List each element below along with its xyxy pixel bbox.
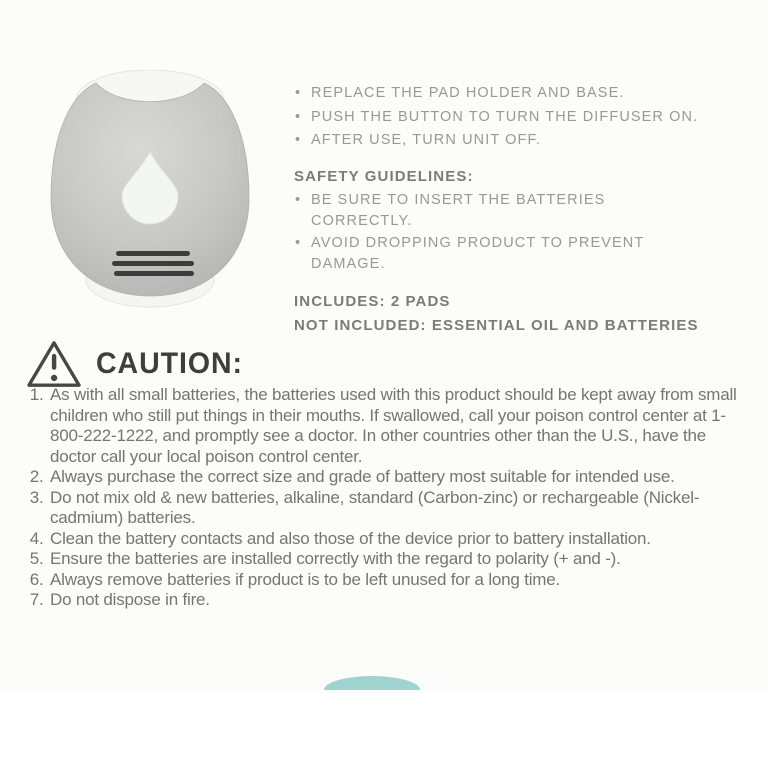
caution-item: 6. Always remove batteries if product is to be left unused for a long time. bbox=[48, 570, 752, 591]
caution-item: 7. Do not dispose in fire. bbox=[48, 590, 752, 611]
diffuser-illustration bbox=[34, 70, 266, 308]
safety-guidelines-heading: SAFETY GUIDELINES: bbox=[294, 167, 474, 185]
includes-line: INCLUDES: 2 PADS bbox=[294, 292, 451, 310]
not-included-line: NOT INCLUDED: ESSENTIAL OIL AND BATTERIES bbox=[294, 316, 699, 334]
caution-item: 2. Always purchase the correct size and grade of battery most suitable for intended use. bbox=[48, 467, 752, 488]
caution-item: 1. As with all small batteries, the batteries used with this product should be kept away from small children who still put things in their mouths. If swallowed, call your poison control center at 1-800-222-1222, and promptly see a doctor. In other countries other than the U.S., have the doctor call your local poison control center. bbox=[48, 385, 752, 467]
caution-list bbox=[22, 385, 752, 611]
safety-guidelines-list bbox=[294, 190, 702, 276]
vent-slot bbox=[112, 261, 194, 266]
caution-header bbox=[26, 339, 251, 389]
photo-bottom-margin bbox=[0, 690, 768, 768]
warning-triangle-icon bbox=[26, 339, 82, 389]
caution-item: 3. Do not mix old & new batteries, alkaline, standard (Carbon-zinc) or rechargeable (Nickel-cadmium) batteries. bbox=[48, 488, 752, 529]
teal-decorative-arc bbox=[324, 676, 420, 690]
vent-slot bbox=[114, 271, 194, 276]
caution-heading: CAUTION: bbox=[96, 347, 243, 380]
safety-bullet: • AVOID DROPPING PRODUCT TO PREVENT DAMAGE. bbox=[294, 233, 702, 276]
diffuser-product-image bbox=[34, 70, 266, 308]
caution-item: 5. Ensure the batteries are installed correctly with the regard to polarity (+ and -). bbox=[48, 549, 752, 570]
vent-slot bbox=[116, 251, 190, 256]
usage-bullet: • REPLACE THE PAD HOLDER AND BASE. bbox=[294, 82, 746, 106]
usage-bullet: • AFTER USE, TURN UNIT OFF. bbox=[294, 129, 746, 153]
usage-instructions-list bbox=[294, 82, 746, 153]
instructions-column bbox=[294, 82, 746, 337]
safety-bullet: • BE SURE TO INSERT THE BATTERIES CORRECTLY. bbox=[294, 190, 702, 233]
usage-bullet: • PUSH THE BUTTON TO TURN THE DIFFUSER ON. bbox=[294, 106, 746, 130]
caution-item: 4. Clean the battery contacts and also those of the device prior to battery installation. bbox=[48, 529, 752, 550]
